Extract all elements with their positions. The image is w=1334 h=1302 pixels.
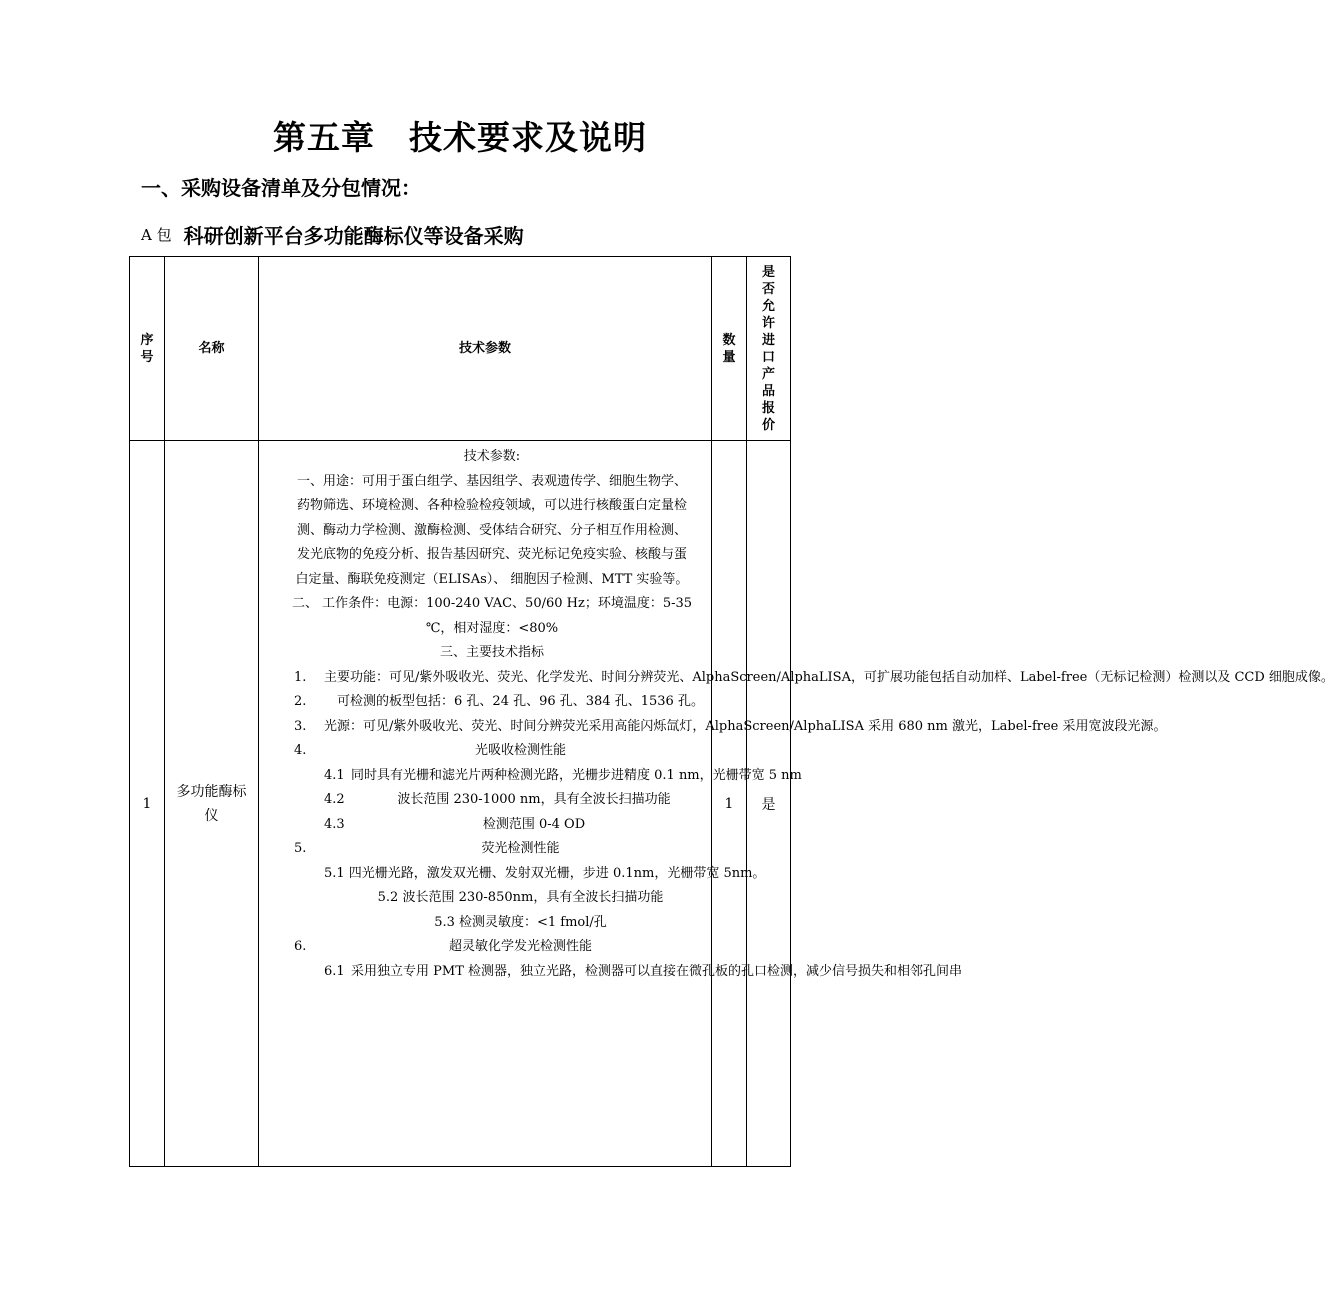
package-name: 科研创新平台多功能酶标仪等设备采购	[183, 224, 524, 248]
specs-heading: 三、主要技术指标	[439, 645, 544, 660]
spec-item-3: 3. 光源：可见/紫外吸收光、荧光、时间分辨荧光采用高能闪烁氙灯，AlphaScreen/AlphaLISA 采用 680 nm 激光，Label-free 采用宽波段光源。	[294, 718, 1167, 734]
params-heading: 技术参数:	[463, 449, 521, 464]
spec-sub-4-1: 4.1 同时具有光栅和滤光片两种检测光路，光栅步进精度 0.1 nm，光栅带宽 5 nm	[324, 767, 802, 783]
spec-sub-5-2: 5.2 波长范围 230-850nm，具有全波长扫描功能	[377, 890, 664, 905]
package-code: A 包	[141, 226, 172, 244]
spec-item-2: 2. 可检测的板型包括：6 孔、24 孔、96 孔、384 孔、1536 孔。	[294, 694, 704, 709]
chapter-label: 第五章	[273, 118, 375, 157]
spec-sub-4-3: 4.3 检测范围 0-4 OD	[324, 816, 586, 832]
cell-qty: 1	[712, 441, 747, 1167]
cell-seq: 1	[130, 441, 165, 1167]
spec-sub-4-2: 4.2 波长范围 230-1000 nm，具有全波长扫描功能	[324, 792, 671, 807]
cell-params	[259, 441, 1334, 1167]
cond-line-1: 二、 工作条件：电源：100-240 VAC、50/60 Hz；环境温度：5-35	[291, 596, 693, 611]
header-import: 是否允许进口产品报价	[747, 257, 791, 441]
header-name: 名称	[165, 257, 259, 441]
use-line-3: 测、酶动力学检测、激酶检测、受体结合研究、分子相互作用检测、	[296, 522, 687, 538]
spec-sub-5-3: 5.3 检测灵敏度：<1 fmol/孔	[434, 914, 607, 930]
header-seq: 序号	[130, 257, 165, 441]
chapter-title: 技术要求及说明	[409, 118, 647, 157]
spec-sub-6-1: 6.1 采用独立专用 PMT 检测器，独立光路，检测器可以直接在微孔板的孔口检测，减少信号损失和相邻孔间串	[324, 963, 962, 979]
use-line-2: 药物筛选、环境检测、各种检验检疫领域，可以进行核酸蛋白定量检	[296, 498, 687, 513]
section-heading: 一、采购设备清单及分包情况：	[141, 176, 421, 200]
cond-line-2: ℃，相对湿度：<80%	[425, 620, 559, 636]
header-qty: 数量	[712, 257, 747, 441]
page-title	[0, 112, 920, 159]
header-params: 技术参数	[259, 257, 712, 441]
equipment-table	[129, 256, 1334, 1167]
use-line-5: 白定量、酶联免疫测定（ELISAs）、 细胞因子检测、MTT 实验等。	[295, 571, 689, 587]
cell-import: 是	[747, 441, 791, 1167]
spec-sub-5-1: 5.1 四光栅光路，激发双光栅、发射双光栅，步进 0.1nm，光栅带宽 5nm。	[324, 865, 766, 881]
table-row	[130, 441, 791, 1167]
params-text	[267, 445, 1334, 984]
cell-name: 多功能酶标仪	[165, 441, 259, 1167]
use-line-1: 一、用途：可用于蛋白组学、基因组学、表观遗传学、细胞生物学、	[296, 473, 687, 489]
table-header-row	[130, 257, 791, 441]
package-line	[141, 220, 524, 249]
use-line-4: 发光底物的免疫分析、报告基因研究、荧光标记免疫实验、核酸与蛋	[296, 547, 687, 562]
spec-item-1: 1. 主要功能：可见/紫外吸收光、荧光、化学发光、时间分辨荧光、AlphaScreen/AlphaLISA，可扩展功能包括自动加样、Label-free（无标记检测）检测以及 CCD 细胞成像。	[294, 669, 1334, 685]
spec-item-5: 5. 荧光检测性能	[294, 841, 560, 856]
spec-item-6: 6. 超灵敏化学发光检测性能	[294, 939, 592, 954]
spec-item-4: 4. 光吸收检测性能	[294, 743, 566, 758]
